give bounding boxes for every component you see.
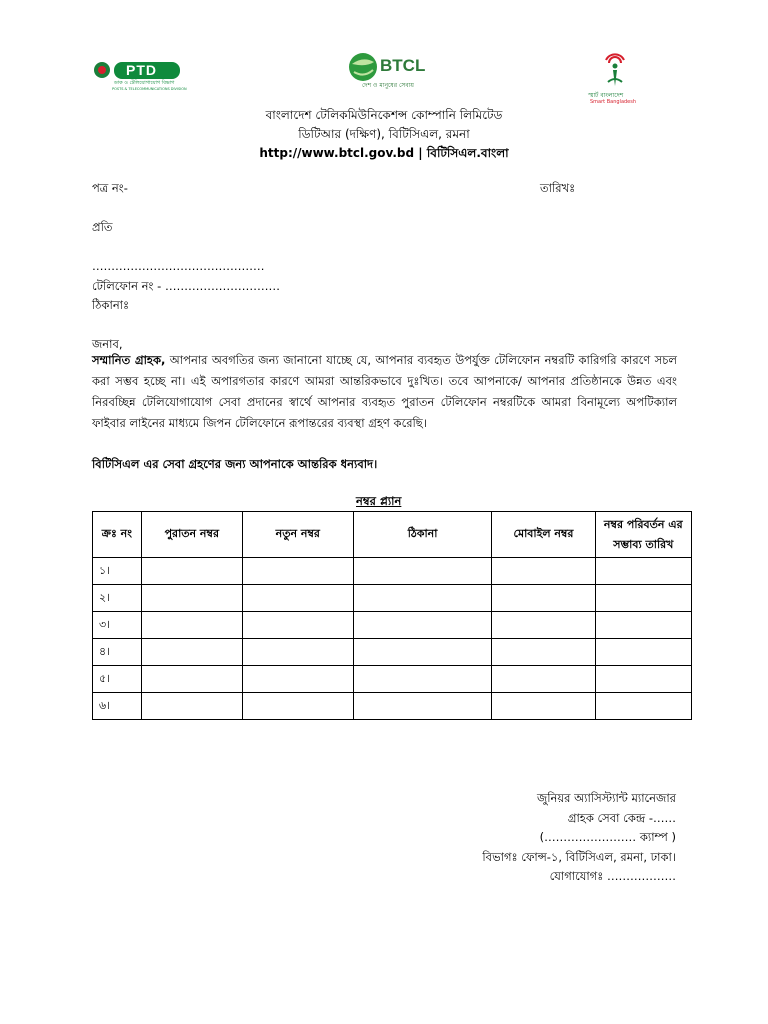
btcl-logo-text: BTCL [380, 56, 426, 75]
change-date-cell [595, 666, 691, 693]
address-label: ঠিকানাঃ [92, 298, 130, 312]
new-number-cell [242, 612, 353, 639]
serial-cell: ৪। [93, 639, 142, 666]
customer-service-center: গ্রাহক সেবা কেন্দ্র -…… [567, 811, 676, 825]
mobile-number-cell [492, 612, 595, 639]
mobile-number-cell [492, 585, 595, 612]
table-row [93, 639, 692, 666]
mobile-number-cell [492, 666, 595, 693]
address-cell [353, 585, 492, 612]
column-header-old-number: পুরাতন নম্বর [141, 512, 242, 558]
table-row [93, 666, 692, 693]
serial-cell: ২। [93, 585, 142, 612]
letter-body-text: আপনার অবগতির জন্য জানানো যাচ্ছে যে, আপনার ব্যবহৃত উপর্যুক্ত টেলিফোন নম্বরটি কারিগরি কারণে সচল করা সম্ভব হচ্ছে না। এই অপারগতার কারণে আমরা আন্তরিকভাবে দুঃখিত। তবে আপনাকে/ আপনার প্রতিষ্ঠানকে উন্নত এবং নিরবচ্ছিন্ন টেলিযোগাযোগ সেবা প্রদানের স্বার্থে আপনার ব্যবহৃত পুরাতন টেলিফোন নম্বরটিকে আমরা বিনামূল্যে অপটিক্যাল ফাইবার লাইনের মাধ্যমে জিপন টেলিফোনে রূপান্তরের ব্যবস্থা গ্রহণ করেছি। [92, 353, 677, 430]
serial-cell: ৬। [93, 693, 142, 720]
camp-line: (…………………… ক্যাম্প ) [539, 830, 676, 844]
new-number-cell [242, 693, 353, 720]
recipient-name-dots: ……………………………………… [92, 259, 265, 273]
smart-caption-bn: স্মার্ট বাংলাদেশ [588, 92, 624, 99]
old-number-cell [141, 585, 242, 612]
change-date-cell [595, 585, 691, 612]
smart-caption-en: Smart Bangladesh [590, 99, 637, 105]
smart-bangladesh-icon [600, 50, 630, 88]
address-cell [353, 666, 492, 693]
change-date-cell [595, 558, 691, 585]
serial-cell: ৩। [93, 612, 142, 639]
ptd-logo-text: PTD [126, 62, 157, 78]
smart-bangladesh-logo [580, 50, 650, 108]
old-number-cell [141, 558, 242, 585]
old-number-cell [141, 693, 242, 720]
address-cell [353, 558, 492, 585]
number-plan-table [92, 511, 692, 720]
letter-body-greeting: সম্মানিত গ্রাহক, [92, 353, 166, 367]
globe-icon [348, 52, 378, 82]
column-header-new-number: নতুন নম্বর [242, 512, 353, 558]
table-header-row [93, 512, 692, 558]
new-number-cell [242, 585, 353, 612]
old-number-cell [141, 666, 242, 693]
change-date-cell [595, 693, 691, 720]
column-header-serial: ক্রঃ নং [93, 512, 142, 558]
mobile-number-cell [492, 639, 595, 666]
old-number-cell [141, 639, 242, 666]
thanks-line: বিটিসিএল এর সেবা গ্রহণের জন্য আপনাকে আন্তরিক ধন্যবাদ। [92, 457, 378, 471]
ptd-logo [92, 58, 192, 92]
address-cell [353, 693, 492, 720]
btcl-tagline: দেশ ও মানুষের সেবায় [362, 82, 414, 89]
website-line: http://www.btcl.gov.bd | বিটিসিএল.বাংলা [259, 146, 509, 160]
serial-cell: ১। [93, 558, 142, 585]
change-date-cell [595, 612, 691, 639]
ptd-caption-bn: ডাক ও টেলিযোগাযোগ বিভাগ [114, 80, 175, 86]
date-label: তারিখঃ [540, 181, 576, 195]
office-name: ডিটিআর (দক্ষিণ), বিটিসিএল, রমনা [298, 127, 470, 141]
column-header-address: ঠিকানা [353, 512, 492, 558]
mobile-number-cell [492, 558, 595, 585]
old-number-cell [141, 612, 242, 639]
ptd-caption-en: POSTS & TELECOMMUNICATIONS DIVISION [112, 87, 187, 91]
company-name: বাংলাদেশ টেলিকমিউনিকেশন্স কোম্পানি লিমিটেড [265, 108, 503, 122]
contact-line: যোগাযোগঃ ……………… [549, 869, 676, 883]
phone-number-label: টেলিফোন নং - ………………………… [92, 279, 280, 293]
table-row [93, 558, 692, 585]
btcl-logo [348, 50, 440, 90]
new-number-cell [242, 639, 353, 666]
change-date-cell [595, 639, 691, 666]
signatory-designation: জুনিয়র অ্যাসিস্ট্যান্ট ম্যানেজার [536, 791, 676, 805]
letter-body [92, 350, 677, 434]
table-row [93, 693, 692, 720]
division-line: বিভাগঃ ফোন্স-১, বিটিসিএল, রমনা, ঢাকা। [482, 850, 676, 864]
recipient-label: প্রতি [92, 220, 113, 234]
salutation: জনাব, [92, 337, 123, 351]
column-header-change-date: নম্বর পরিবর্তন এর সম্ভাব্য তারিখ [595, 512, 691, 558]
table-row [93, 612, 692, 639]
new-number-cell [242, 558, 353, 585]
mobile-number-cell [492, 693, 595, 720]
table-row [93, 585, 692, 612]
serial-cell: ৫। [93, 666, 142, 693]
column-header-mobile-number: মোবাইল নম্বর [492, 512, 595, 558]
address-cell [353, 612, 492, 639]
address-cell [353, 639, 492, 666]
reference-number-label: পত্র নং- [92, 181, 128, 195]
new-number-cell [242, 666, 353, 693]
number-plan-title: নম্বর প্ল্যান [356, 494, 402, 508]
